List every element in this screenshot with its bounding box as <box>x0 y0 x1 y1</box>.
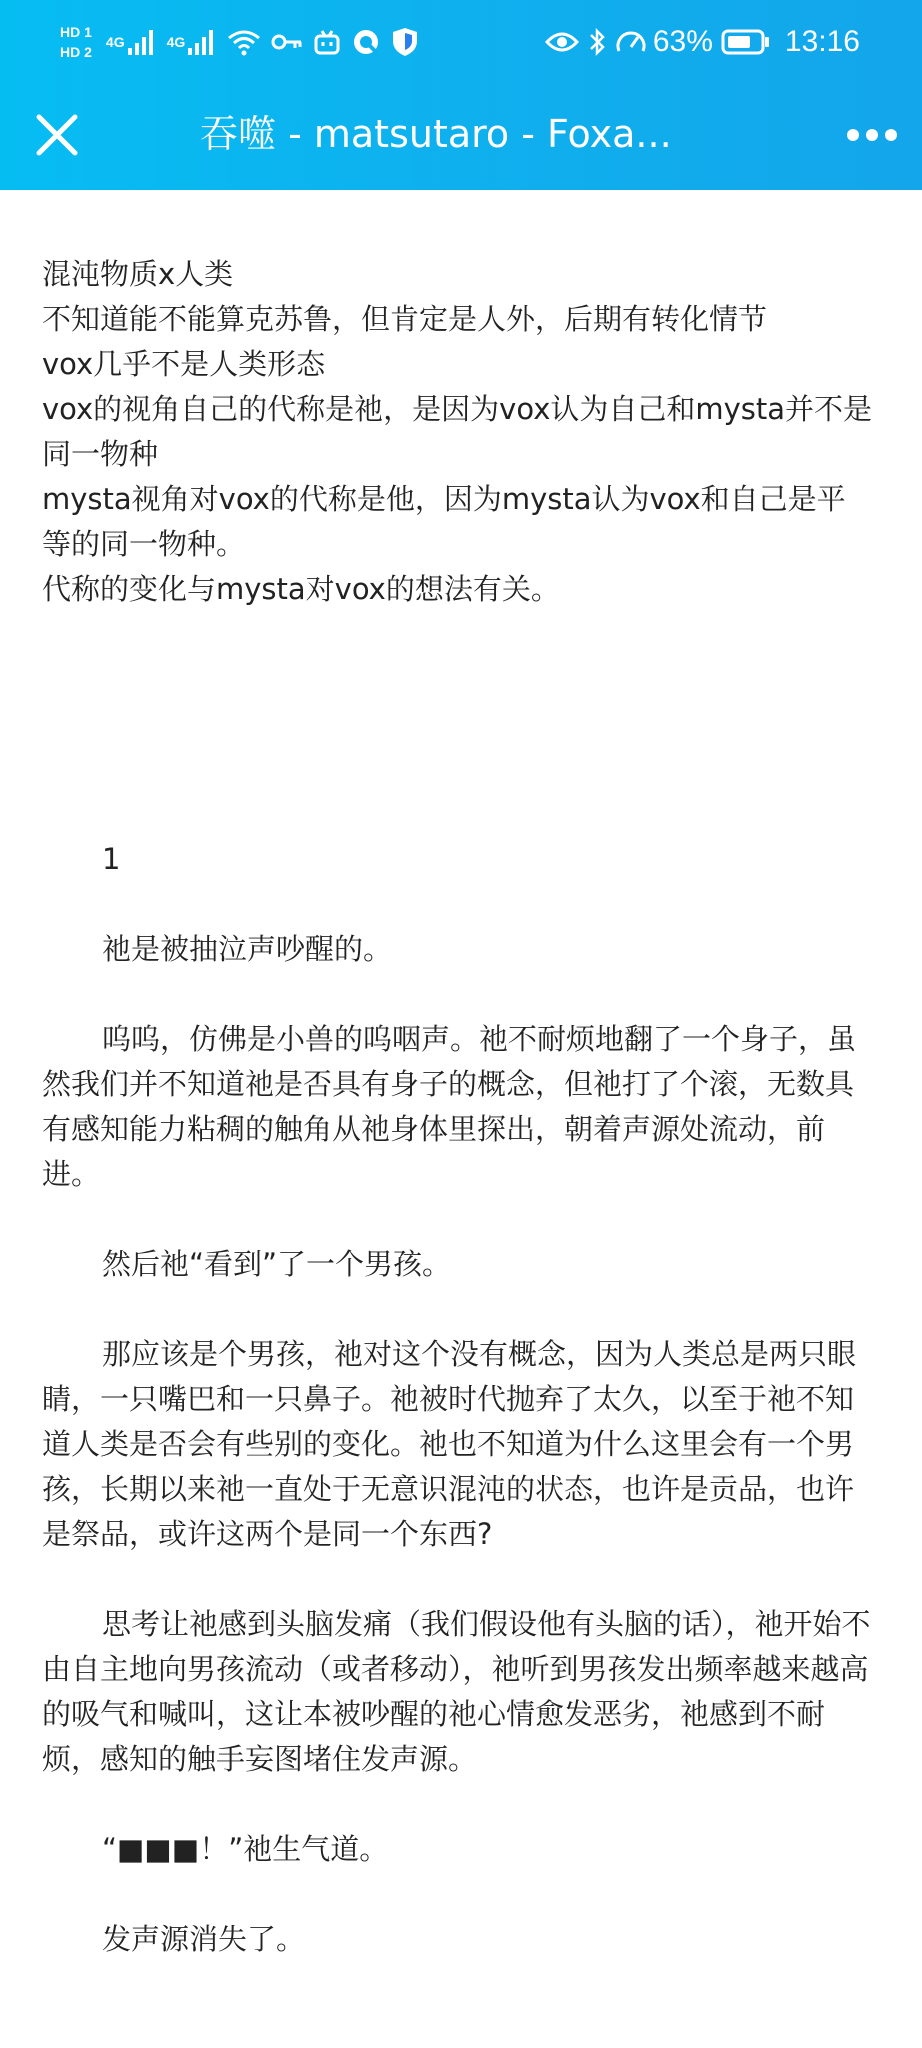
signal-1 <box>106 28 157 56</box>
status-right <box>545 14 860 70</box>
wifi-icon <box>227 28 261 56</box>
signal-icon <box>187 28 217 56</box>
paragraph: 思考让祂感到头脑发痛（我们假设他有头脑的话），祂开始不由自主地向男孩流动（或者移动），祂听到男孩发出频率越来越高的吸气和喊叫，这让本被吵醒的祂心情愈发恶劣，祂感到不耐烦，感知的触手妄图堵住发声源。 <box>42 1607 871 1776</box>
battery-percent: 63% <box>652 25 713 58</box>
spacer <box>42 612 872 837</box>
q-icon <box>351 27 381 57</box>
key <box>271 28 303 56</box>
shield-icon <box>391 27 419 57</box>
close-icon <box>35 113 79 157</box>
paragraph: “■■■！”祂生气道。 <box>102 1832 389 1866</box>
close-button[interactable] <box>22 100 92 170</box>
paragraph: 发声源消失了。 <box>102 1922 306 1956</box>
net2-label: 4G <box>166 34 186 50</box>
status-bar <box>0 0 922 82</box>
paragraph: 然后祂“看到”了一个男孩。 <box>102 1247 452 1281</box>
spacer <box>42 1557 872 1602</box>
spacer <box>42 1872 872 1917</box>
more-icon <box>846 128 898 142</box>
app-header <box>0 0 922 190</box>
hd-indicator <box>60 22 92 62</box>
key-icon <box>271 28 303 56</box>
spacer <box>42 1782 872 1827</box>
shield <box>391 27 419 57</box>
spacer <box>42 882 872 927</box>
clock: 13:16 <box>784 25 860 58</box>
nav-bar <box>0 82 922 190</box>
intro-line: 混沌物质x人类 <box>42 257 234 291</box>
bluetooth-icon <box>587 27 607 57</box>
more-button[interactable] <box>840 110 904 160</box>
intro-line: mysta视角对vox的代称是他，因为mysta认为vox和自己是平等的同一物种。 <box>42 482 846 561</box>
battery-icon <box>721 29 771 55</box>
intro-line: vox的视角自己的代称是祂，是因为vox认为自己和mysta并不是同一物种 <box>42 392 873 471</box>
chapter-number: 1 <box>102 842 121 876</box>
hd1-label: HD 1 <box>60 24 92 40</box>
bilibili <box>313 28 341 56</box>
intro-line: 不知道能不能算克苏鲁，但肯定是人外，后期有转化情节 <box>42 302 768 336</box>
wifi <box>227 28 261 56</box>
signal-2 <box>167 28 218 56</box>
intro-line: 代称的变化与mysta对vox的想法有关。 <box>42 572 560 606</box>
speedometer-icon <box>615 27 647 57</box>
article-body <box>42 252 872 1962</box>
bilibili-icon <box>313 28 341 56</box>
spacer <box>42 1197 872 1242</box>
status-left <box>60 14 429 70</box>
paragraph: 呜呜，仿佛是小兽的呜咽声。祂不耐烦地翻了一个身子，虽然我们并不知道祂是否具有身子的概念，但祂打了个滚，无数具有感知能力粘稠的触角从祂身体里探出，朝着声源处流动，前进。 <box>42 1022 857 1191</box>
intro-line: vox几乎不是人类形态 <box>42 347 326 381</box>
paragraph: 祂是被抽泣声吵醒的。 <box>102 932 393 966</box>
spacer <box>42 1287 872 1332</box>
spacer <box>42 972 872 1017</box>
page-title: 吞噬 - matsutaro - Foxa... <box>200 112 672 156</box>
hd2-label: HD 2 <box>60 44 92 60</box>
q-app <box>351 27 381 57</box>
net1-label: 4G <box>105 34 125 50</box>
signal-icon <box>127 28 157 56</box>
paragraph: 那应该是个男孩，祂对这个没有概念，因为人类总是两只眼睛，一只嘴巴和一只鼻子。祂被时代抛弃了太久，以至于祂不知道人类是否会有些别的变化。祂也不知道为什么这里会有一个男孩，长期以来祂一直处于无意识混沌的状态，也许是贡品，也许是祭品，或许这两个是同一个东西? <box>42 1337 857 1551</box>
eye-icon <box>545 30 579 54</box>
